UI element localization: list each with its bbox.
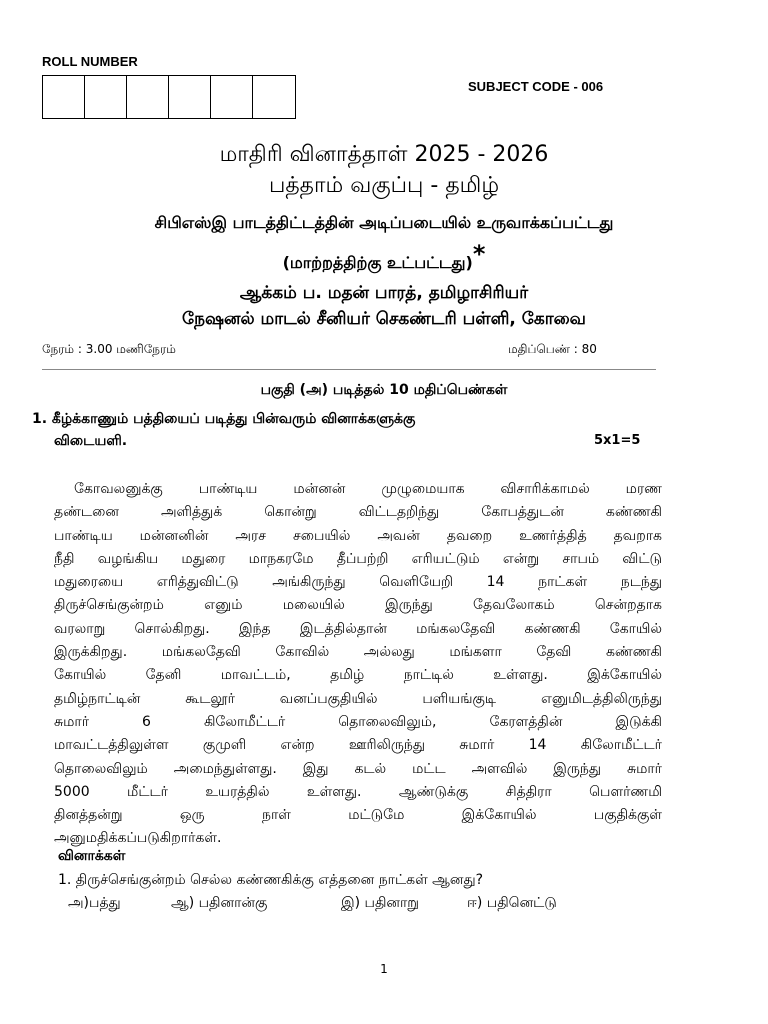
total-marks: மதிப்பெண் : 80 (508, 342, 597, 356)
passage-line: தண்டனை அளித்துக் கொன்று விட்டதறிந்து கோபத்துடன் கண்ணகி (54, 504, 662, 521)
passage-line: தமிழ்நாட்டின் கூடலூர் வனப்பகுதியில் பளியங்குடி எனுமிடத்திலிருந்து (54, 690, 662, 707)
option-a[interactable]: அ)பத்து (68, 895, 121, 911)
passage-line: சுமார் 6 கிலோமீட்டர் தொலைவிலும், கேரளத்தின் இடுக்கி (54, 713, 662, 730)
author-line: ஆக்கம் ப. மதன் பாரத், தமிழாசிரியர் (239, 283, 529, 303)
syllabus-note: சிபிஎஸ்இ பாடத்திட்டத்தின் அடிப்படையில் உருவாக்கப்பட்டது (154, 213, 614, 232)
passage-line: தினத்தன்று ஒரு நாள் மட்டுமே இக்கோயில் பகுதிக்குள் (54, 807, 662, 824)
roll-number-box[interactable] (127, 76, 169, 118)
question-score: 5x1=5 (594, 433, 641, 448)
option-d[interactable]: ஈ) பதினெட்டு (467, 895, 557, 911)
passage-line: மதுரையை எரித்துவிட்டு அங்கிருந்து வெளியேறி 14 நாட்கள் நடந்து (54, 574, 662, 591)
class-subject: பத்தாம் வகுப்பு - தமிழ் (268, 173, 500, 198)
passage-line: நீதி வழங்கிய மதுரை மாநகரமே தீப்பற்றி எரியட்டும் என்று சாபம் விட்டு (54, 550, 662, 567)
subject-to-change-note (0, 240, 768, 274)
reading-passage (54, 478, 662, 851)
section-title: பகுதி (அ) படித்தல் 10 மதிப்பெண்கள் (260, 382, 508, 398)
roll-number-box[interactable] (211, 76, 253, 118)
page-number: 1 (380, 962, 388, 976)
option-b[interactable]: ஆ) பதினான்கு (171, 895, 268, 911)
roll-number-label: ROLL NUMBER (42, 54, 138, 69)
option-c[interactable]: இ) பதினாறு (341, 895, 420, 911)
passage-line: கோயில் தேனி மாவட்டம், தமிழ் நாட்டில் உள்ளது. இக்கோயில் (54, 667, 662, 684)
roll-number-box[interactable] (43, 76, 85, 118)
roll-number-box[interactable] (85, 76, 127, 118)
passage-line: இருக்கிறது. மங்கலதேவி கோவில் அல்லது மங்களா தேவி கண்ணகி (54, 644, 662, 661)
passage-line: பாண்டிய மன்னனின் அரச சபையில் அவன் தவறை உணர்த்தித் தவறாக (54, 527, 662, 544)
questions-heading: வினாக்கள் (58, 848, 126, 864)
passage-line: அனுமதிக்கப்படுகிறார்கள். (54, 830, 222, 847)
passage-line: கோவலனுக்கு பாண்டிய மன்னன் முழுமையாக விசாரிக்காமல் மரண (74, 481, 662, 497)
asterisk: * (472, 240, 486, 268)
passage-line: மாவட்டத்திலுள்ள குமுளி என்ற ஊரிலிருந்து சுமார் 14 கிலோமீட்டர் (54, 737, 662, 754)
exam-duration: நேரம் : 3.00 மணிநேரம் (42, 342, 176, 356)
school-line: நேஷனல் மாடல் சீனியர் செகண்டரி பள்ளி, கோவை (182, 309, 586, 329)
roll-number-boxes (42, 75, 296, 119)
subject-code: SUBJECT CODE - 006 (468, 79, 604, 94)
passage-line: வரலாறு சொல்கிறது. இந்த இடத்தில்தான் மங்கலதேவி கண்ணகி கோயில் (54, 620, 662, 637)
roll-number-box[interactable] (169, 76, 211, 118)
roll-number-box[interactable] (253, 76, 295, 118)
passage-line: தொலைவிலும் அமைந்துள்ளது. இது கடல் மட்ட அளவில் இருந்து சுமார் (54, 760, 662, 777)
question-1: 1. திருச்செங்குன்றம் செல்ல கண்ணகிக்கு எத்தனை நாட்கள் ஆனது? (58, 872, 484, 888)
question-instruction: 1. கீழ்க்காணும் பத்தியைப் படித்து பின்வரும் வினாக்களுக்கு (32, 411, 416, 427)
passage-line: திருச்செங்குன்றம் எனும் மலையில் இருந்து தேவலோகம் சென்றதாக (54, 597, 662, 614)
divider (42, 369, 656, 370)
question-instruction-cont: விடையளி. (54, 433, 128, 449)
exam-title: மாதிரி வினாத்தாள் 2025 - 2026 (219, 142, 549, 167)
passage-line: 5000 மீட்டர் உயரத்தில் உள்ளது. ஆண்டுக்கு சித்திரா பௌர்ணமி (54, 783, 662, 800)
subject-to-change-text: (மாற்றத்திற்கு உட்பட்டது) (282, 253, 473, 272)
